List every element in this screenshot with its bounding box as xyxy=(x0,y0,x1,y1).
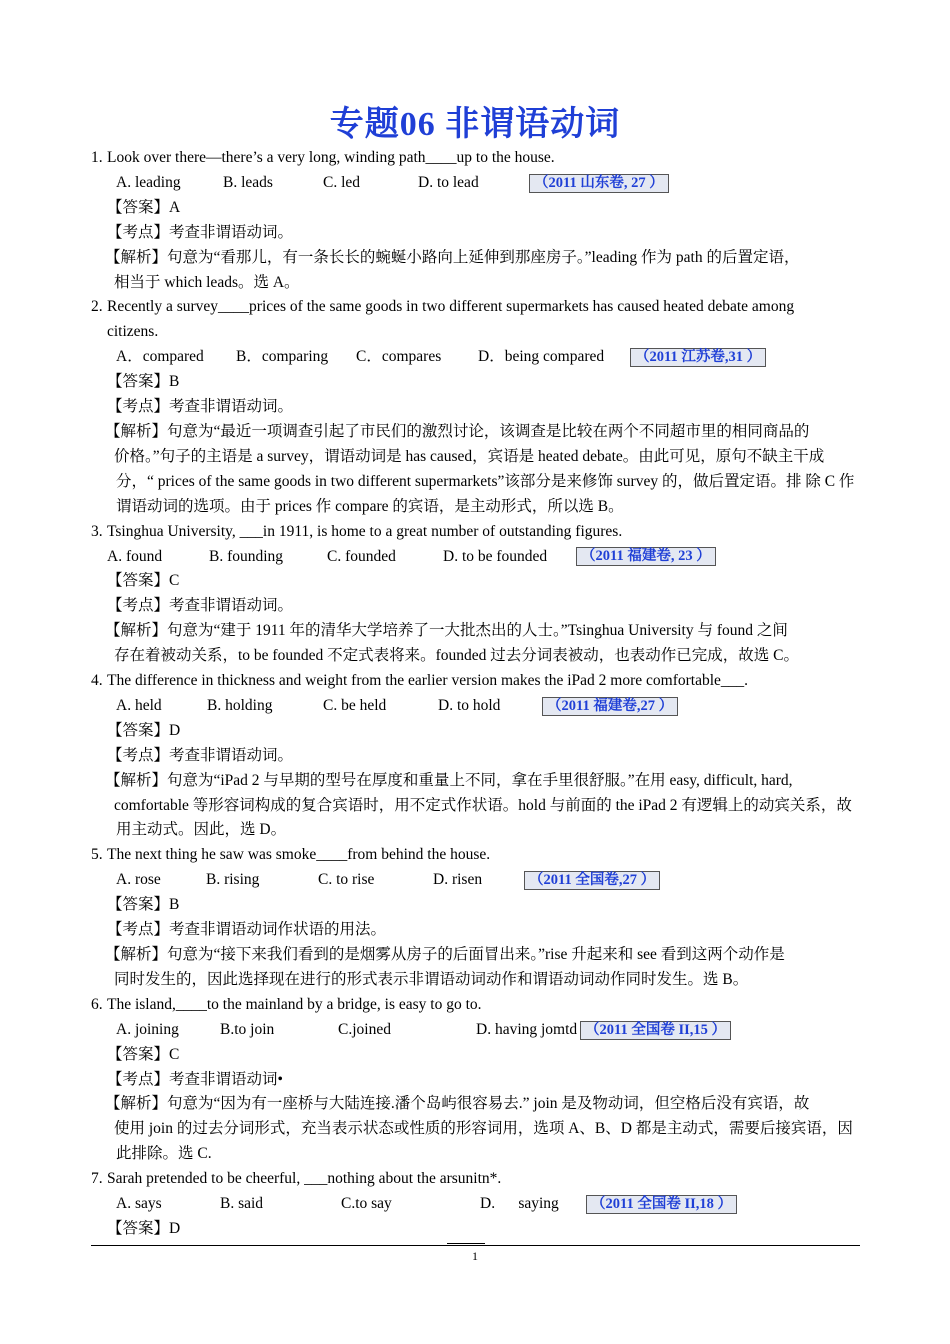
point-line: 【考点】考查非谓语动词。 xyxy=(107,398,294,416)
analysis-continuation: 相当于 which leads。选 A。 xyxy=(114,273,300,291)
question-text: The difference in thickness and weight from the earlier version makes the iPad 2 more comfortable___. xyxy=(107,672,749,690)
question-text: Look over there—there’s a very long, winding path____up to the house. xyxy=(107,149,555,166)
source-tag: （2011 全国卷,27 ） xyxy=(524,871,660,890)
source-tag: （2011 福建卷,27 ） xyxy=(542,697,678,716)
analysis-text: 【解析】句意为“接下来我们看到的是烟雾从房子的后面冒出来。”rise 升起来和 see 看到这两个动作是 xyxy=(105,946,785,963)
option-b: B. founding xyxy=(209,547,284,565)
options-row xyxy=(91,694,861,719)
option-c: C.to say xyxy=(341,1195,392,1213)
page-number: 1 xyxy=(472,1249,478,1263)
option-a: A．compared xyxy=(116,348,204,366)
footer-divider xyxy=(91,1245,860,1246)
question-number: 1. xyxy=(91,149,103,166)
question-text: Sarah pretended to be cheerful, ___nothing about the arsunitn*. xyxy=(107,1170,502,1188)
analysis-continuation: 存在着被动关系，to be founded 不定式表将来。founded 过去分词表被动，也表动作已完成，故选 C。 xyxy=(114,647,799,665)
question-number: 2. xyxy=(91,298,103,316)
question-number: 6. xyxy=(91,995,103,1013)
question-text xyxy=(107,295,861,345)
point-line: 【考点】考查非谓语动词• xyxy=(107,1070,283,1088)
footer-divider-short xyxy=(447,1243,485,1244)
point-line: 【考点】考查非谓语动词。 xyxy=(107,746,294,764)
analysis-block xyxy=(91,420,861,520)
option-d: D. having jomtd xyxy=(476,1020,578,1038)
option-c: C．compares xyxy=(356,348,442,366)
question-stem xyxy=(91,520,861,545)
options-row xyxy=(91,545,861,570)
answer-line: 【答案】C xyxy=(107,1045,180,1063)
analysis-text: 【解析】句意为“最近一项调查引起了市民们的激烈讨论，该调查是比较在两个不同超市里的相同商品的 xyxy=(105,422,810,440)
answer-line: 【答案】D xyxy=(107,721,181,739)
answer-line: 【答案】C xyxy=(107,572,180,590)
answer-line: 【答案】B xyxy=(107,373,180,391)
analysis-text: 【解析】句意为“看那儿，有一条长长的蜿蜒小路向上延伸到那座房子。”leading 作为 path 的后置定语， xyxy=(105,248,800,266)
question-list xyxy=(91,146,861,1242)
options-row xyxy=(91,345,861,370)
source-tag: （2011 江苏卷,31 ） xyxy=(630,348,766,367)
analysis-block xyxy=(91,769,861,844)
analysis-block xyxy=(91,246,861,296)
option-d: D. saying xyxy=(480,1195,559,1213)
option-a: A. found xyxy=(107,547,163,565)
option-a: A. leading xyxy=(116,173,181,191)
answer-line: 【答案】A xyxy=(107,198,181,216)
source-tag: （2011 全国卷 II,15 ） xyxy=(580,1021,731,1040)
analysis-block xyxy=(91,1092,861,1167)
question-text: The next thing he saw was smoke____from behind the house. xyxy=(107,846,491,864)
option-b: B. said xyxy=(220,1195,264,1213)
question-text-line: Recently a survey____prices of the same goods in two different supermarkets has caused heated debate among xyxy=(107,298,795,316)
option-a: A. held xyxy=(116,696,162,714)
analysis-block xyxy=(91,943,861,993)
analysis-text: 【解析】句意为“因为有一座桥与大陆连接.潘个岛屿很容易去.” join 是及物动词，但空格后没有宾语，故 xyxy=(105,1095,810,1113)
question-number: 4. xyxy=(91,672,103,690)
source-tag: （2011 全国卷 II,18 ） xyxy=(586,1195,737,1214)
option-d: D. to be founded xyxy=(443,547,548,565)
point-line: 【考点】考查非谓语动词。 xyxy=(107,597,294,615)
point-line: 【考点】考查非谓语动词。 xyxy=(107,223,294,241)
option-c: C.joined xyxy=(338,1020,391,1038)
point-line: 【考点】考查非谓语动词作状语的用法。 xyxy=(107,921,387,939)
analysis-continuation: 同时发生的，因此选择现在进行的形式表示非谓语动词动作和谓语动词动作同时发生。选 B。 xyxy=(114,970,749,988)
option-a: A. joining xyxy=(116,1020,179,1038)
question-number: 3. xyxy=(91,522,103,540)
options-row xyxy=(91,1018,861,1043)
analysis-text: 【解析】句意为“iPad 2 与早期的型号在厚度和重量上不同，拿在手里很舒服。”在用 easy, difficult, hard, xyxy=(105,771,793,789)
source-tag: （2011 福建卷, 23 ） xyxy=(576,547,716,566)
option-d: D．being compared xyxy=(478,348,605,366)
option-d: D. risen xyxy=(433,871,483,889)
analysis-continuation: 价格。”句子的主语是 a survey，谓语动词是 has caused，宾语是 heated debate。由此可见，原句不缺主干成分，“ prices of the same goods in two different supermarkets”该部分是来修饰 survey 的，做后置定语。排 除 C 作谓语动词的选项。由于 prices 作 compare 的宾语，是主动形式，所以选 B。 xyxy=(114,447,855,515)
options-row xyxy=(91,1192,861,1217)
option-c: C. be held xyxy=(323,696,387,714)
option-b: B. rising xyxy=(206,871,260,889)
option-c: C. founded xyxy=(327,547,396,565)
question-number: 5. xyxy=(91,846,103,864)
option-a: A. rose xyxy=(116,871,161,889)
question-number: 7. xyxy=(91,1170,103,1188)
question-stem xyxy=(91,993,861,1018)
options-row xyxy=(91,171,861,196)
analysis-text: 【解析】句意为“建于 1911 年的清华大学培养了一大批杰出的人士。”Tsinghua University 与 found 之间 xyxy=(105,622,788,640)
source-tag: （2011 山东卷, 27 ） xyxy=(529,174,669,193)
question-text-continuation: citizens. xyxy=(107,323,159,341)
option-c: C. to rise xyxy=(318,871,375,889)
page-title: 专题06 非谓语动词 xyxy=(329,106,621,143)
option-d: D. to lead xyxy=(418,173,479,191)
option-b: B.to join xyxy=(220,1020,275,1038)
question-stem xyxy=(91,295,861,345)
options-row xyxy=(91,868,861,893)
option-a: A. says xyxy=(116,1195,162,1213)
question-stem xyxy=(91,1167,861,1192)
question-stem xyxy=(91,843,861,868)
option-b: B. leads xyxy=(223,173,273,191)
question-text: The island,____to the mainland by a bridge, is easy to go to. xyxy=(107,995,482,1013)
option-c: C. led xyxy=(323,173,361,191)
question-stem xyxy=(91,146,861,171)
analysis-continuation: comfortable 等形容词构成的复合宾语时，用不定式作状语。hold 与前面的 the iPad 2 有逻辑上的动宾关系，故用主动式。因此，选 D。 xyxy=(114,796,852,839)
option-b: B. holding xyxy=(207,696,273,714)
analysis-continuation: 使用 join 的过去分词形式，充当表示状态或性质的形容词用，选项 A、B、D 都是主动式，需要后接宾语，因此排除。选 C. xyxy=(114,1120,853,1163)
answer-line: 【答案】B xyxy=(107,896,180,914)
question-stem xyxy=(91,669,861,694)
question-text: Tsinghua University, ___in 1911, is home to a great number of outstanding figures. xyxy=(107,522,623,540)
option-b: B．comparing xyxy=(236,348,329,366)
answer-line: 【答案】D xyxy=(107,1219,181,1237)
option-d: D. to hold xyxy=(438,696,501,714)
analysis-block xyxy=(91,619,861,669)
